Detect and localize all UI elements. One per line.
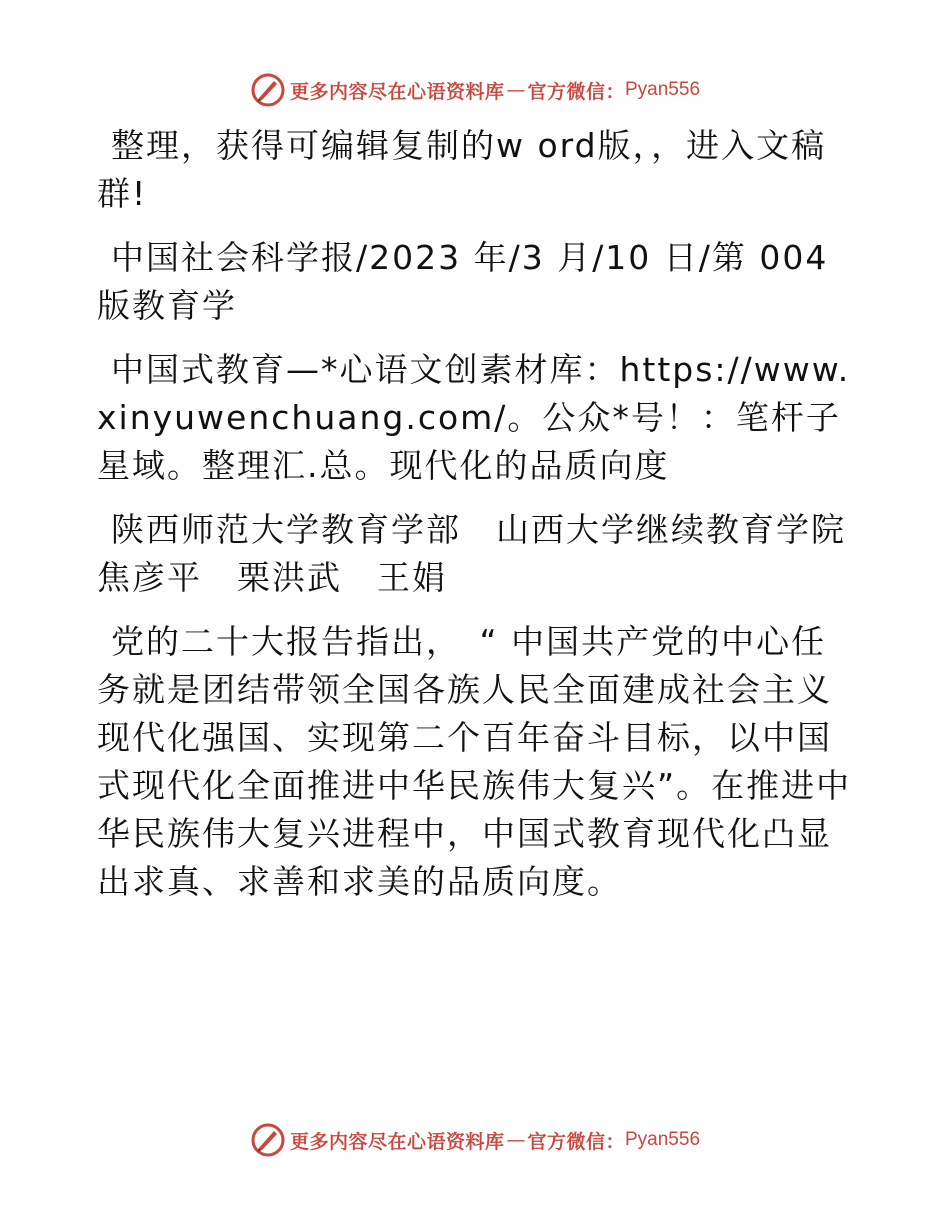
banner-contact-label: 官方微信： [527,80,625,103]
document-body [97,122,857,922]
banner-separator: — [506,1129,526,1151]
banner-title: 更多内容尽在心语资料库 [289,1130,505,1153]
header-banner [0,70,950,110]
footer-banner [0,1120,950,1160]
quill-logo-icon [250,1122,286,1158]
banner-contact-id: Pyan556 [625,79,701,100]
banner-separator: — [506,79,526,101]
paragraph-title: 中国式教育—*心语文创素材库：https://www.xinyuwenchuang.com/。公众*号！：笔杆子星域。整理汇.总。现代化的品质向度 [97,350,851,485]
paragraph-source: 中国社会科学报/2023 年/3 月/10 日/第 004 版教育学 [97,238,829,325]
banner-title: 更多内容尽在心语资料库 [289,80,505,103]
banner-contact-id: Pyan556 [625,1129,701,1150]
paragraph-body: 党的二十大报告指出， “ 中国共产党的中心任务就是团结带领全国各族人民全面建成社会主义现代化强国、实现第二个百年奋斗目标，以中国式现代化全面推进中华民族伟大复兴”。在推进中华民族伟大复兴进程中，中国式教育现代化凸显出求真、求善和求美的品质向度。 [97,622,852,901]
quill-logo-icon [250,72,286,108]
banner-contact-label: 官方微信： [527,1130,625,1153]
paragraph-authors: 陕西师范大学教育学部 山西大学继续教育学院焦彦平 栗洪武 王娟 [97,510,846,597]
paragraph-intro: 整理，获得可编辑复制的w ord版，，进入文稿群! [97,126,827,213]
